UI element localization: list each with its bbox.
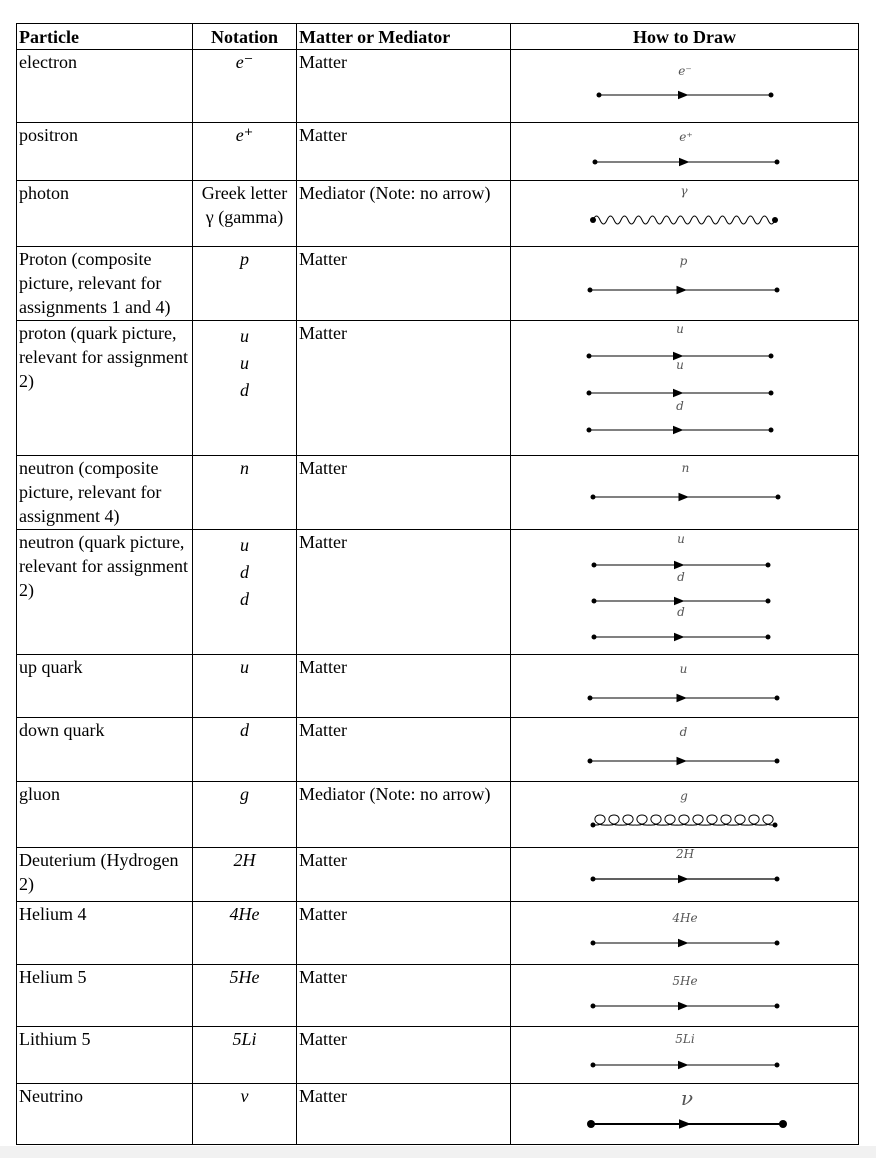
particle-label: ν <box>680 1086 694 1110</box>
table-row <box>17 321 859 456</box>
feynman-diagram-svg <box>511 965 857 1026</box>
notation-line: u <box>240 657 249 677</box>
feynman-drawing <box>511 321 859 456</box>
table-row <box>17 456 859 530</box>
vertex-dot <box>769 354 774 359</box>
gluon-spring <box>593 815 775 825</box>
vertex-dot <box>775 941 780 946</box>
header-notation: Notation <box>193 24 297 50</box>
vertex-dot <box>769 428 774 433</box>
feynman-diagram-svg <box>511 718 857 781</box>
header-particle: Particle <box>17 24 193 50</box>
feynman-drawing <box>511 902 859 965</box>
particle-notation <box>193 782 297 848</box>
vertex-dot <box>591 1063 596 1068</box>
feynman-drawing <box>511 1027 859 1084</box>
vertex-dot <box>591 1004 596 1009</box>
arrow-head <box>678 1061 689 1069</box>
arrow-head <box>678 1002 689 1010</box>
particle-type: Matter <box>297 848 511 902</box>
feynman-drawing <box>511 530 859 655</box>
notation-line: g <box>240 784 249 804</box>
particle-notation <box>193 1027 297 1084</box>
particle-table <box>16 23 859 1145</box>
feynman-diagram-svg <box>511 782 857 847</box>
photon-wave <box>593 216 775 224</box>
particle-notation <box>193 321 297 456</box>
particle-type: Matter <box>297 655 511 718</box>
particle-label: d <box>676 399 684 413</box>
vertex-dot <box>773 823 778 828</box>
notation-line: e⁺ <box>235 125 254 145</box>
particle-type: Matter <box>297 965 511 1027</box>
particle-notation <box>193 50 297 123</box>
feynman-diagram-svg <box>511 50 857 122</box>
table-row <box>17 902 859 965</box>
arrow-head <box>679 1119 691 1129</box>
notation-line: 5He <box>229 967 260 987</box>
particle-notation <box>193 848 297 902</box>
table-row <box>17 655 859 718</box>
particle-notation <box>193 965 297 1027</box>
page-bottom-band <box>0 1146 876 1158</box>
particle-label: d <box>677 570 685 584</box>
particle-label: 4He <box>672 911 698 925</box>
notation-line: u <box>240 535 249 555</box>
vertex-dot <box>591 941 596 946</box>
feynman-diagram-svg <box>511 1084 857 1144</box>
particle-label: γ <box>680 184 688 198</box>
particle-notation <box>193 181 297 247</box>
feynman-diagram-svg <box>511 848 857 901</box>
arrow-head <box>674 597 685 605</box>
particle-label: e⁻ <box>678 64 692 78</box>
feynman-diagram-svg <box>511 247 857 320</box>
particle-name: Lithium 5 <box>17 1027 193 1084</box>
particle-name: neutron (quark picture, relevant for assignment 2) <box>17 530 193 655</box>
vertex-dot <box>769 391 774 396</box>
vertex-dot <box>775 1004 780 1009</box>
particle-notation <box>193 247 297 321</box>
feynman-diagram-svg <box>511 181 857 246</box>
particle-table-page <box>16 23 858 1145</box>
particle-label: d <box>679 725 688 739</box>
particle-type: Matter <box>297 247 511 321</box>
vertex-dot <box>775 1063 780 1068</box>
table-row <box>17 530 859 655</box>
vertex-dot <box>776 495 781 500</box>
notation-line: 2H <box>233 850 256 870</box>
particle-label: 5Li <box>675 1032 695 1046</box>
arrow-head <box>673 389 684 397</box>
particle-label: 5He <box>672 974 698 988</box>
vertex-dot <box>775 696 780 701</box>
particle-name: Helium 5 <box>17 965 193 1027</box>
arrow-head <box>678 91 689 99</box>
particle-type: Matter <box>297 1027 511 1084</box>
notation-line: 4He <box>229 904 260 924</box>
feynman-diagram-svg <box>511 530 857 654</box>
particle-name: electron <box>17 50 193 123</box>
particle-label: n <box>681 461 690 475</box>
vertex-dot <box>775 288 780 293</box>
particle-type: Matter <box>297 530 511 655</box>
notation-line: n <box>240 458 249 478</box>
table-row <box>17 123 859 181</box>
notation-line: e⁻ <box>235 52 254 72</box>
feynman-diagram-svg <box>511 456 857 529</box>
notation-line: ν <box>240 1086 249 1106</box>
particle-type: Matter <box>297 50 511 123</box>
vertex-dot <box>587 354 592 359</box>
particle-notation <box>193 1084 297 1145</box>
arrow-head <box>674 633 685 641</box>
particle-name: Neutrino <box>17 1084 193 1145</box>
header-row <box>17 24 859 50</box>
table-row <box>17 50 859 123</box>
particle-label: e⁺ <box>679 130 693 144</box>
vertex-dot <box>592 599 597 604</box>
arrow-head <box>673 426 684 434</box>
particle-label: u <box>677 532 685 546</box>
vertex-dot <box>591 823 596 828</box>
notation-line: d <box>240 380 249 400</box>
feynman-drawing <box>511 718 859 782</box>
particle-name: Helium 4 <box>17 902 193 965</box>
vertex-dot <box>592 635 597 640</box>
particle-name: positron <box>17 123 193 181</box>
feynman-drawing <box>511 247 859 321</box>
arrow-head <box>674 561 685 569</box>
notation-line: d <box>240 589 249 609</box>
feynman-drawing <box>511 123 859 181</box>
vertex-dot <box>772 217 778 223</box>
particle-name: Proton (composite picture, relevant for assignments 1 and 4) <box>17 247 193 321</box>
vertex-dot <box>587 391 592 396</box>
vertex-dot <box>588 759 593 764</box>
vertex-dot <box>591 877 596 882</box>
table-row <box>17 1084 859 1145</box>
particle-label: 2H <box>675 848 695 861</box>
arrow-head <box>679 493 690 501</box>
feynman-diagram-svg <box>511 655 857 717</box>
vertex-dot <box>775 877 780 882</box>
table-body <box>17 50 859 1145</box>
particle-label: p <box>679 254 688 268</box>
table-row <box>17 782 859 848</box>
vertex-dot <box>590 217 596 223</box>
feynman-drawing <box>511 181 859 247</box>
notation-line: u <box>240 353 249 373</box>
arrow-head <box>677 757 688 765</box>
particle-type: Mediator (Note: no arrow) <box>297 782 511 848</box>
table-row <box>17 247 859 321</box>
notation-line: u <box>240 326 249 346</box>
table-row <box>17 1027 859 1084</box>
notation-line: d <box>240 562 249 582</box>
arrow-head <box>679 158 690 166</box>
feynman-diagram-svg <box>511 902 857 964</box>
vertex-dot <box>769 93 774 98</box>
notation-line: 5Li <box>232 1029 257 1049</box>
vertex-dot <box>766 599 771 604</box>
feynman-drawing <box>511 456 859 530</box>
particle-notation <box>193 456 297 530</box>
vertex-dot <box>591 495 596 500</box>
particle-name: Deuterium (Hydrogen 2) <box>17 848 193 902</box>
feynman-drawing <box>511 1084 859 1145</box>
feynman-drawing <box>511 782 859 848</box>
vertex-dot <box>597 93 602 98</box>
header-draw: How to Draw <box>511 24 859 50</box>
particle-name: neutron (composite picture, relevant for assignment 4) <box>17 456 193 530</box>
particle-type: Matter <box>297 321 511 456</box>
particle-type: Matter <box>297 718 511 782</box>
table-row <box>17 718 859 782</box>
notation-line: d <box>240 720 249 740</box>
particle-name: gluon <box>17 782 193 848</box>
particle-notation <box>193 123 297 181</box>
feynman-drawing <box>511 655 859 718</box>
vertex-dot <box>587 428 592 433</box>
particle-label: d <box>677 605 685 619</box>
table-row <box>17 181 859 247</box>
vertex-dot <box>588 696 593 701</box>
vertex-dot <box>592 563 597 568</box>
particle-type: Mediator (Note: no arrow) <box>297 181 511 247</box>
particle-type: Matter <box>297 902 511 965</box>
vertex-dot <box>766 563 771 568</box>
feynman-diagram-svg <box>511 321 857 455</box>
particle-type: Matter <box>297 456 511 530</box>
vertex-dot <box>775 160 780 165</box>
arrow-head <box>677 694 688 702</box>
vertex-dot <box>775 759 780 764</box>
vertex-dot <box>587 1120 595 1128</box>
particle-label: g <box>680 789 688 803</box>
particle-notation <box>193 718 297 782</box>
table-row <box>17 965 859 1027</box>
particle-name: down quark <box>17 718 193 782</box>
arrow-head <box>677 286 688 294</box>
particle-name: proton (quark picture, relevant for assignment 2) <box>17 321 193 456</box>
particle-label: u <box>676 358 684 372</box>
table-row <box>17 848 859 902</box>
notation-line: Greek letter <box>201 183 288 203</box>
particle-notation <box>193 902 297 965</box>
feynman-drawing <box>511 848 859 902</box>
particle-notation <box>193 530 297 655</box>
arrow-head <box>678 939 689 947</box>
feynman-diagram-svg <box>511 1027 857 1083</box>
feynman-drawing <box>511 50 859 123</box>
particle-label: u <box>676 322 684 336</box>
particle-label: u <box>679 662 688 676</box>
vertex-dot <box>766 635 771 640</box>
particle-name: up quark <box>17 655 193 718</box>
particle-name: photon <box>17 181 193 247</box>
feynman-drawing <box>511 965 859 1027</box>
header-type: Matter or Mediator <box>297 24 511 50</box>
arrow-head <box>678 875 689 883</box>
particle-notation <box>193 655 297 718</box>
notation-line: p <box>240 249 249 269</box>
notation-line: γ (gamma) <box>205 207 284 227</box>
feynman-diagram-svg <box>511 123 857 180</box>
vertex-dot <box>779 1120 787 1128</box>
vertex-dot <box>588 288 593 293</box>
particle-type: Matter <box>297 123 511 181</box>
vertex-dot <box>593 160 598 165</box>
particle-type: Matter <box>297 1084 511 1145</box>
